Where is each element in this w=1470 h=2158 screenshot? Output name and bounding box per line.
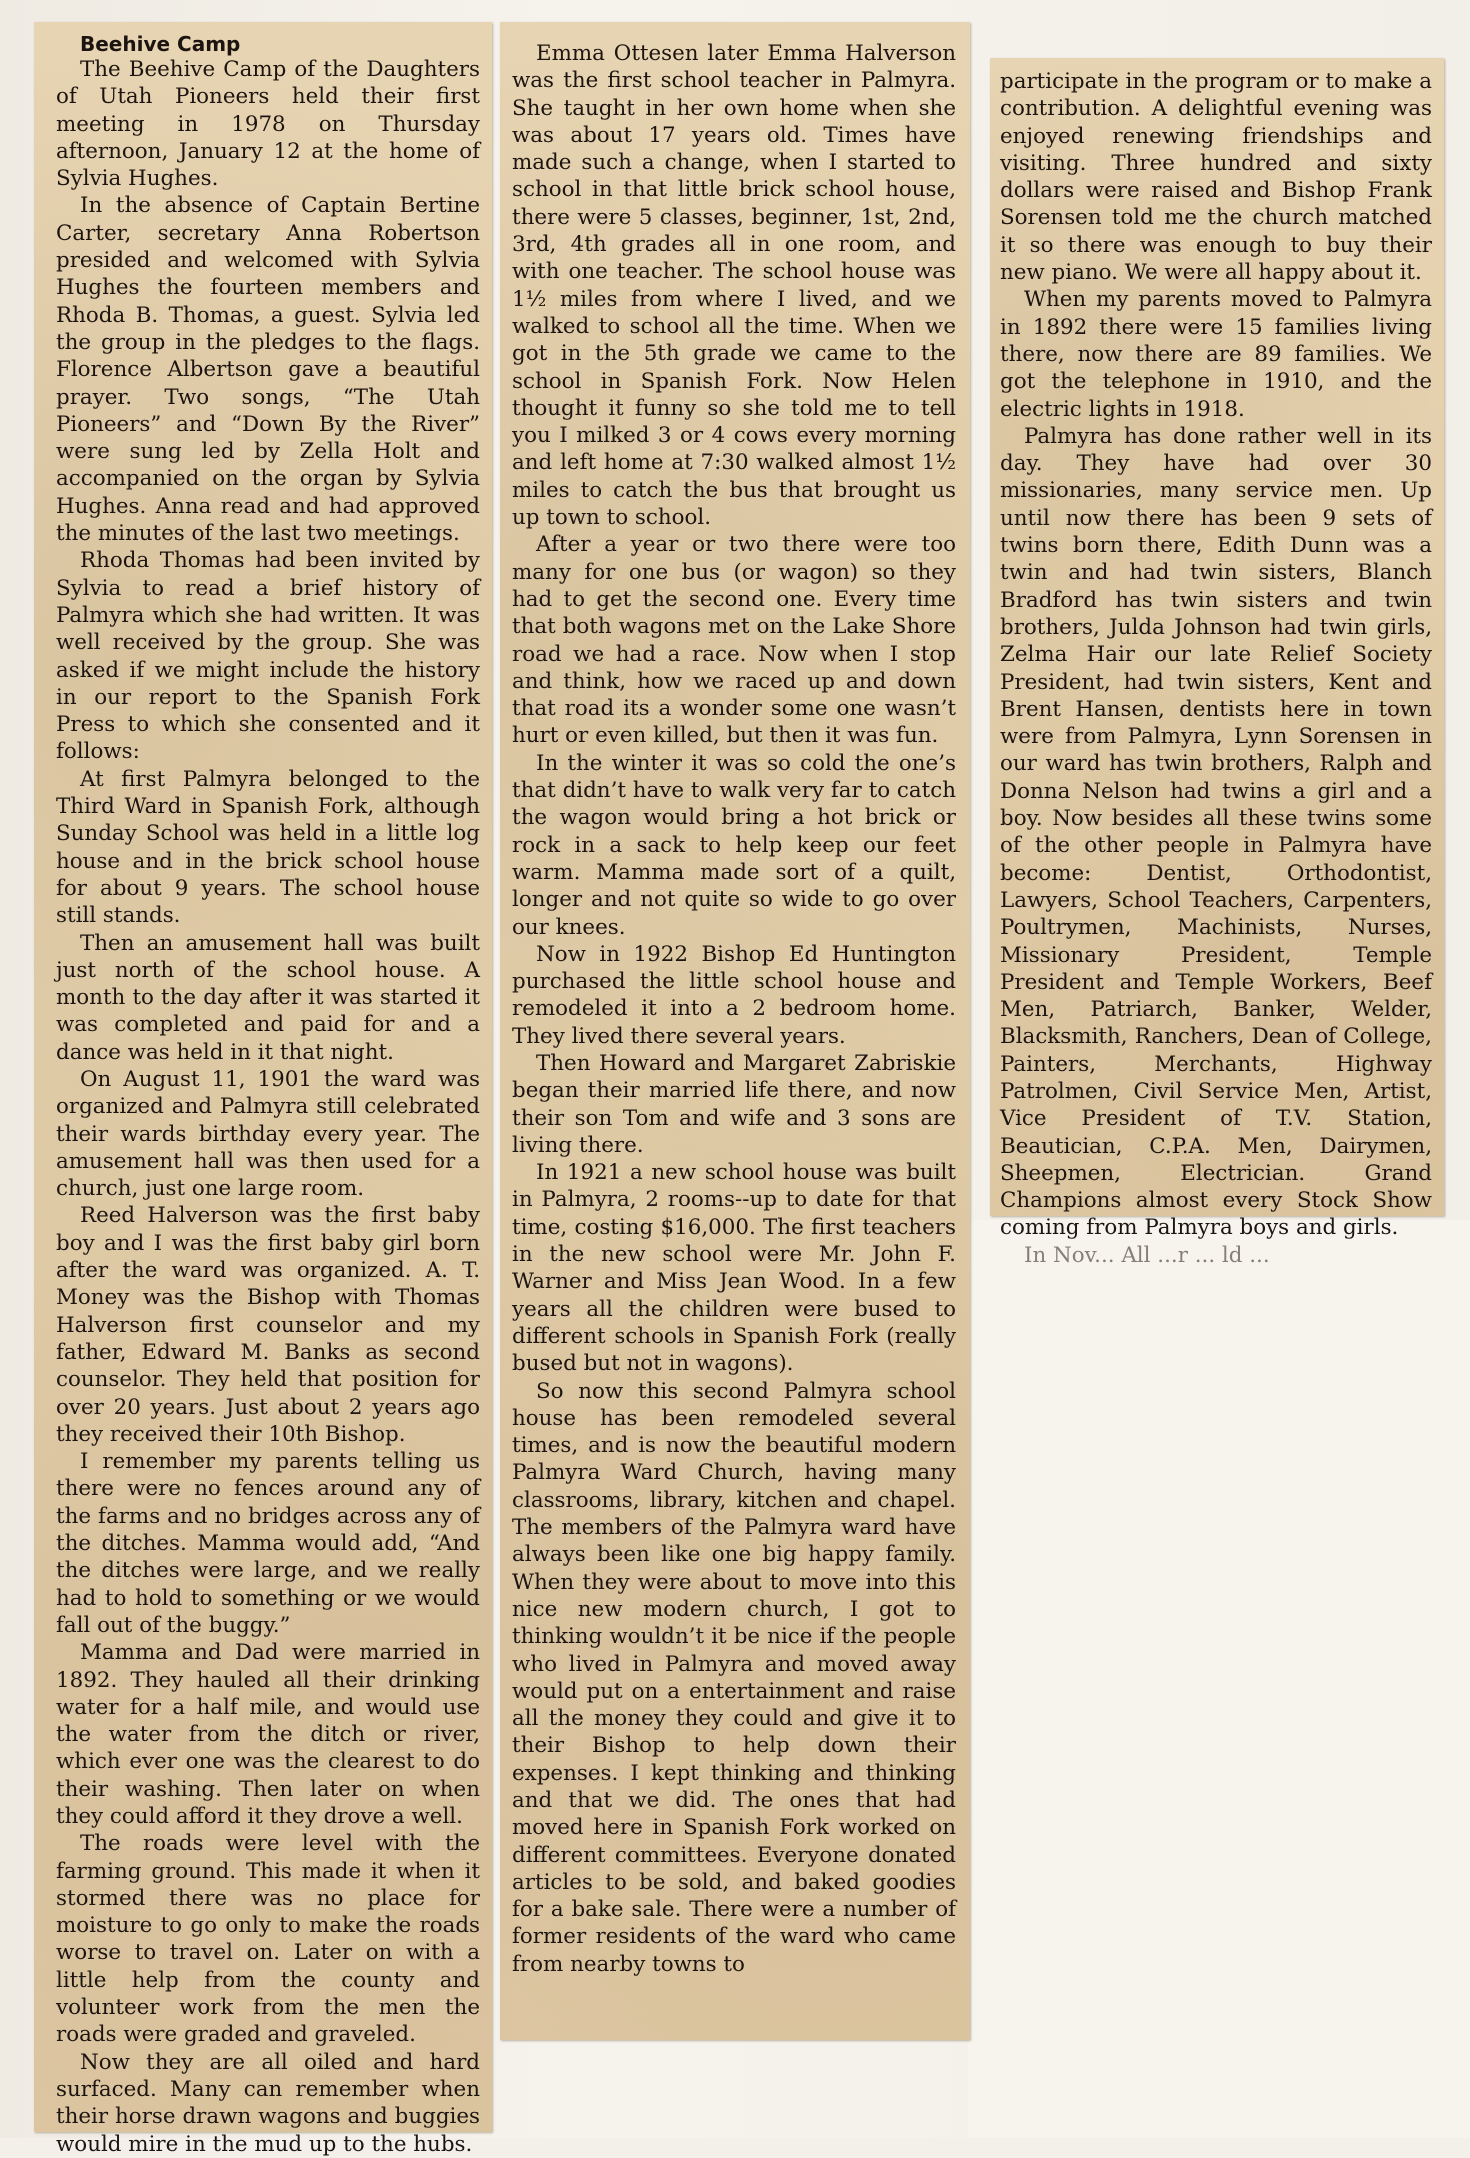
clipping-column-2 [500,22,970,2040]
paragraph: Emma Ottesen later Emma Halverson was the first school teacher in Palmyra. She taught in her own home when she was about 17 years old. Times have made such a change, when I started to school in that little brick school house, there were 5 classes, beginner, 1st, 2nd, 3rd, 4th grades all in one room, and with one teacher. The school house was 1½ miles from where I lived, and we walked to school all the time. When we got in the 5th grade we came to the school in Spanish Fork. Now Helen thought it funny so she told me to tell you I milked 3 or 4 cows every morning and left home at 7:30 walked almost 1½ miles to catch the bus that brought us up town to school. [512,41,956,531]
paragraph: Reed Halverson was the first baby boy and I was the first baby girl born after the ward was organized. A. T. Money was the Bishop with Thomas Halverson first counselor and my father, Edward M. Banks as second counselor. They held that position for over 20 years. Just about 2 years ago they received their 10th Bishop. [56,1203,480,1447]
paragraph: participate in the program or to make a contribution. A delightful evening was enjoyed renewing friendships and visiting. Three hundred and sixty dollars were raised and Bishop Frank Sorensen told me the church matched it so there was enough to buy their new piano. We were all happy about it. [1000,69,1432,286]
paragraph: In the winter it was so cold the one’s that didn’t have to walk very far to catch the wagon would bring a hot brick or rock in a sack to help keep our feet warm. Mamma made sort of a quilt, longer and not quite so wide to go over our knees. [512,750,956,940]
paragraph: The Beehive Camp of the Daughters of Utah Pioneers held their first meeting in 1978 on Thursday afternoon, January 12 at the home of Sylvia Hughes. [56,57,480,192]
paragraph: I remember my parents telling us there were no fences around any of the farms and no bridges across any of the ditches. Mamma would add, “And the ditches were large, and we really had to hold to something or we would fall out of the buggy.” [56,1449,480,1638]
paragraph: At first Palmyra belonged to the Third Ward in Spanish Fork, although Sunday School was held in a little log house and in the brick school house for about 9 years. The school house still stands. [56,766,480,929]
paragraph: In the absence of Captain Bertine Carter, secretary Anna Robertson presided and welcomed with Sylvia Hughes the fourteen members and Rhoda B. Thomas, a guest. Sylvia led the group in the pledges to the flags. Florence Albertson gave a beautiful prayer. Two songs, “The Utah Pioneers” and “Down By the River” were sung led by Zella Holt and accompanied on the organ by Sylvia Hughes. Anna read and had approved the minutes of the last two meetings. [56,193,480,547]
cutoff-line [1000,1242,1432,1254]
paragraph: Mamma and Dad were married in 1892. They hauled all their drinking water for a half mile, and would use the water from the ditch or river, which ever one was the clearest to do their washing. Then later on when they could afford it they drove a well. [56,1640,480,1829]
paragraph: The roads were level with the farming ground. This made it when it stormed there was no place for moisture to go only to make the roads worse to travel on. Later on with a little help from the county and volunteer work from the men the roads were graded and graveled. [56,1831,480,2048]
paragraph: Palmyra has done rather well in its day. They have had over 30 missionaries, many service men. Up until now there has been 9 sets of twins born there, Edith Dunn was a twin and had twin sisters, Blanch Bradford has twin sisters and twin brothers, Julda Johnson had twin girls, Zelma Hair our late Relief Society President, had twin sisters, Kent and Brent Hansen, dentists here in town were from Palmyra, Lynn Sorensen in our ward has twin brothers, Ralph and Donna Nelson had twins a girl and a boy. Now besides all these twins some of the other people in Palmyra have become: Dentist, Orthodontist, Lawyers, School Teachers, Carpenters, Poultrymen, Machinists, Nurses, Missionary President, Temple President and Temple Workers, Beef Men, Patriarch, Banker, Welder, Blacksmith, Ranchers, Dean of College, Painters, Merchants, Highway Patrolmen, Civil Service Men, Artist, Vice President of T.V. Station, Beautician, C.P.A. Men, Dairymen, Sheepmen, Electrician. Grand Champions almost every Stock Show coming from Palmyra boys and girls. [1000,423,1432,1241]
paragraph: Then an amusement hall was built just north of the school house. A month to the day after it was started it was completed and paid for and a dance was held in it that night. [56,930,480,1065]
clipping-column-1 [34,22,492,2157]
paragraph: On August 11, 1901 the ward was organized and Palmyra still celebrated their wards birthday every year. The amusement hall was then used for a church, just one large room. [56,1066,480,1202]
paragraph: Now in 1922 Bishop Ed Huntington purchased the little school house and remodeled it into a 2 bedroom home. They lived there several years. [512,941,956,1049]
article-headline: Beehive Camp [80,32,241,56]
paragraph: In 1921 a new school house was built in Palmyra, 2 rooms--up to date for that time, costing $16,000. The first teachers in the new school were Mr. John F. Warner and Miss Jean Wood. In a few years all the children were bused to different schools in Spanish Fork (really bused but not in wagons). [512,1160,956,1377]
paragraph: When my parents moved to Palmyra in 1892 there were 15 families living there, now there are 89 families. We got the telephone in 1910, and the electric lights in 1918. [1000,287,1432,422]
paragraph: Now they are all oiled and hard surfaced. Many can remember when their horse drawn wagons and buggies would mire in the mud up to the hubs. [56,2049,480,2157]
backing-sheet [968,1220,1470,2138]
paragraph: Then Howard and Margaret Zabriskie began their married life there, and now their son Tom and wife and 3 sons are living there. [512,1050,956,1158]
paragraph: Rhoda Thomas had been invited by Sylvia to read a brief history of Palmyra which she had written. It was well received by the group. She was asked if we might include the history in our report to the Spanish Fork Press to which she consented and it follows: [56,548,480,765]
paragraph: After a year or two there were too many for one bus (or wagon) so they had to get the second one. Every time that both wagons met on the Lake Shore road we had a race. Now when I stop and think, how we raced up and down that road its a wonder some one wasn’t hurt or even killed, but then it was fun. [512,532,956,749]
paragraph: So now this second Palmyra school house has been remodeled several times, and is now the beautiful modern Palmyra Ward Church, having many classrooms, library, kitchen and chapel. The members of the Palmyra ward have always been like one big happy family. When they were about to move into this nice new modern church, I got to thinking wouldn’t it be nice if the people who lived in Palmyra and moved away would put on a entertainment and raise all the money they could and give it to their Bishop to help down their expenses. I kept thinking and thinking and that we did. The ones that had moved here in Spanish Fork worked on different committees. Everyone donated articles to be sold, and baked goodies for a bake sale. There were a number of former residents of the ward who came from nearby towns to [512,1378,956,1977]
clipping-column-3 [990,58,1444,1241]
